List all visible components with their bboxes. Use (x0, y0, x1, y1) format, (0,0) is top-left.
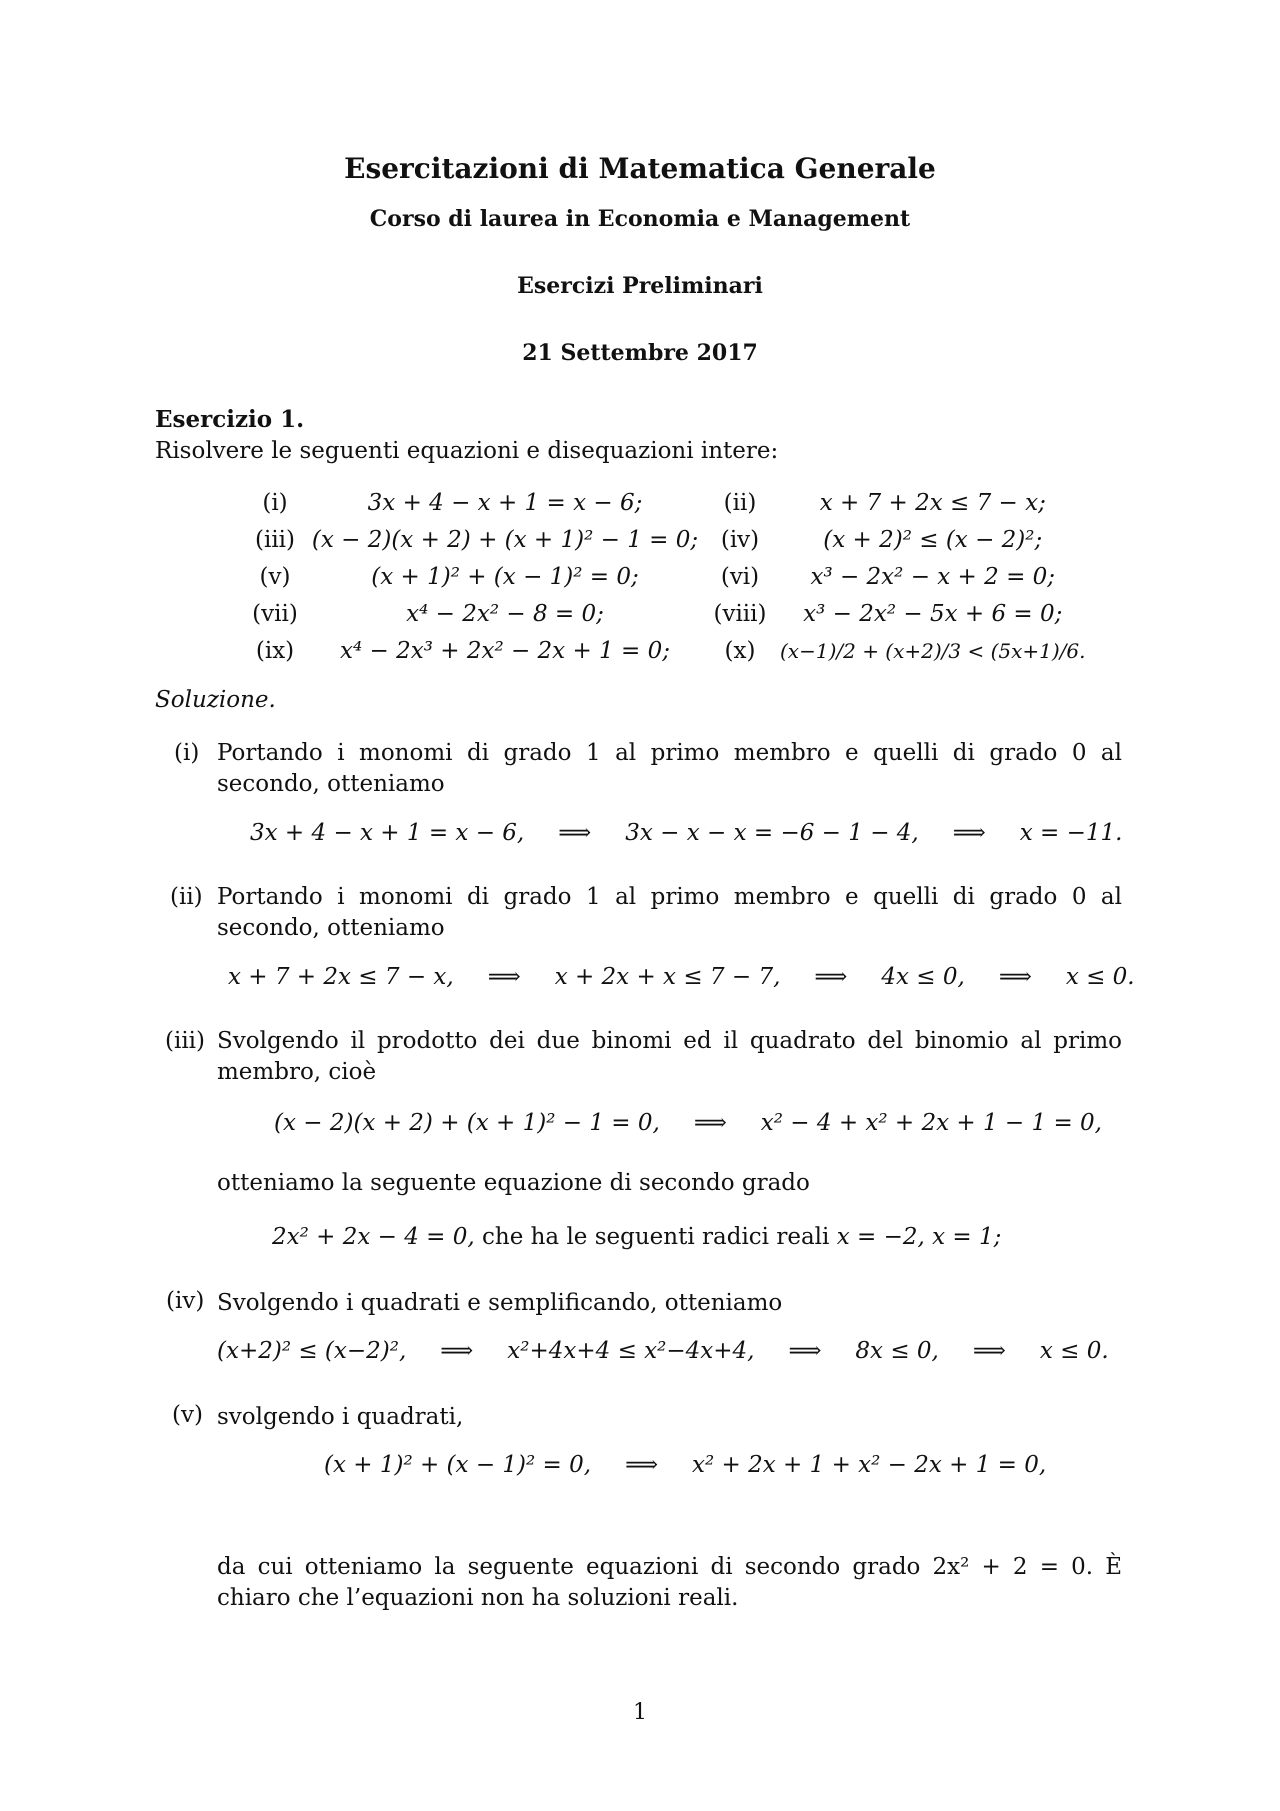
equation-part: 3x + 4 − x + 1 = x − 6, (250, 820, 525, 846)
step-text: Svolgendo i quadrati e semplificando, otteniamo (217, 1290, 783, 1316)
equation-part: 8x ≤ 0, (855, 1338, 939, 1364)
step-number: (iii) (165, 1028, 206, 1054)
solution-label: Soluzione. (155, 687, 276, 713)
item-expression: (x + 2)² ≤ (x − 2)²; (823, 526, 1043, 553)
course-name: Corso di laurea in Economia e Management (369, 206, 911, 232)
step-text: da cui otteniamo la seguente equazioni di secondo grado 2x² + 2 = 0. È chiaro che l’equazioni non ha soluzioni reali. (217, 1554, 1122, 1611)
display-equation (324, 1452, 1046, 1478)
item-expression: x⁴ − 2x² − 8 = 0; (406, 600, 604, 627)
equation-part: x ≤ 0. (1039, 1338, 1109, 1364)
equation-text: che ha le seguenti radici reali (482, 1224, 830, 1250)
item-label: (viii) (713, 600, 767, 627)
item-expression: 3x + 4 − x + 1 = x − 6; (367, 489, 643, 516)
implies-arrow: ⟹ (440, 1338, 474, 1364)
item-label: (x) (724, 637, 756, 664)
equation-part: (x + 1)² + (x − 1)² = 0, (324, 1452, 592, 1478)
exercise-instruction: Risolvere le seguenti equazioni e disequazioni intere: (155, 438, 779, 464)
section-title: Esercizi Preliminari (517, 273, 763, 299)
equation-part: x² − 4 + x² + 2x + 1 − 1 = 0, (760, 1110, 1102, 1136)
step-text: Portando i monomi di grado 1 al primo membro e quelli di grado 0 al secondo, otteniamo (217, 884, 1122, 941)
equation-part: x² + 2x + 1 + x² − 2x + 1 = 0, (692, 1452, 1047, 1478)
equation-part: x + 2x + x ≤ 7 − 7, (554, 964, 781, 990)
equation-part: 2x² + 2x − 4 = 0, (272, 1224, 475, 1250)
item-label: (iii) (254, 526, 295, 553)
equation-part: x ≤ 0. (1065, 964, 1135, 990)
item-expression: (x − 2)(x + 2) + (x + 1)² − 1 = 0; (311, 526, 699, 553)
item-expression: x⁴ − 2x³ + 2x² − 2x + 1 = 0; (340, 637, 670, 664)
equation-part: x = −11. (1019, 820, 1123, 846)
step-text: Svolgendo il prodotto dei due binomi ed il quadrato del binomio al primo membro, cioè (217, 1028, 1122, 1085)
item-expression: x³ − 2x² − x + 2 = 0; (810, 563, 1056, 590)
exercise-list (240, 484, 1086, 669)
equation-part: (x − 2)(x + 2) + (x + 1)² − 1 = 0, (274, 1110, 660, 1136)
page-number: 1 (633, 1700, 647, 1725)
implies-arrow: ⟹ (814, 964, 848, 990)
implies-arrow: ⟹ (487, 964, 521, 990)
implies-arrow: ⟹ (998, 964, 1032, 990)
item-label: (vii) (252, 600, 298, 627)
page-title: Esercitazioni di Matematica Generale (344, 152, 936, 185)
equation-part: x = −2, x = 1; (836, 1224, 1002, 1250)
step-text: otteniamo la seguente equazione di secondo grado (217, 1170, 810, 1196)
implies-arrow: ⟹ (952, 820, 986, 846)
display-equation (228, 964, 1135, 990)
equation-part: x + 7 + 2x ≤ 7 − x, (228, 964, 454, 990)
implies-arrow: ⟹ (693, 1110, 727, 1136)
step-text: Portando i monomi di grado 1 al primo membro e quelli di grado 0 al secondo, otteniamo (217, 740, 1122, 797)
step-number: (i) (174, 740, 200, 766)
step-number: (iv) (166, 1288, 205, 1314)
item-label: (ii) (723, 489, 757, 516)
item-label: (iv) (720, 526, 760, 553)
implies-arrow: ⟹ (788, 1338, 822, 1364)
display-equation (272, 1224, 1001, 1250)
item-expression: (x + 1)² + (x − 1)² = 0; (371, 563, 639, 590)
exercise-heading: Esercizio 1. (155, 406, 305, 433)
display-equation (250, 820, 1122, 846)
item-label: (ix) (255, 637, 295, 664)
implies-arrow: ⟹ (558, 820, 592, 846)
item-expression: x + 7 + 2x ≤ 7 − x; (819, 489, 1046, 516)
item-expression: x³ − 2x² − 5x + 6 = 0; (803, 600, 1063, 627)
item-label: (i) (262, 489, 288, 516)
item-expression: (x−1)/2 + (x+2)/3 < (5x+1)/6. (780, 638, 1086, 663)
step-text: svolgendo i quadrati, (217, 1404, 464, 1430)
item-label: (v) (259, 563, 291, 590)
equation-part: x²+4x+4 ≤ x²−4x+4, (507, 1338, 755, 1364)
step-number: (v) (172, 1402, 203, 1428)
equation-part: (x+2)² ≤ (x−2)², (217, 1338, 407, 1364)
equation-part: 3x − x − x = −6 − 1 − 4, (625, 820, 919, 846)
equation-part: 4x ≤ 0, (881, 964, 965, 990)
implies-arrow: ⟹ (625, 1452, 659, 1478)
document-date: 21 Settembre 2017 (522, 340, 758, 366)
item-label: (vi) (720, 563, 760, 590)
display-equation (274, 1110, 1102, 1136)
implies-arrow: ⟹ (972, 1338, 1006, 1364)
display-equation (217, 1338, 1109, 1364)
step-number: (ii) (170, 884, 203, 910)
